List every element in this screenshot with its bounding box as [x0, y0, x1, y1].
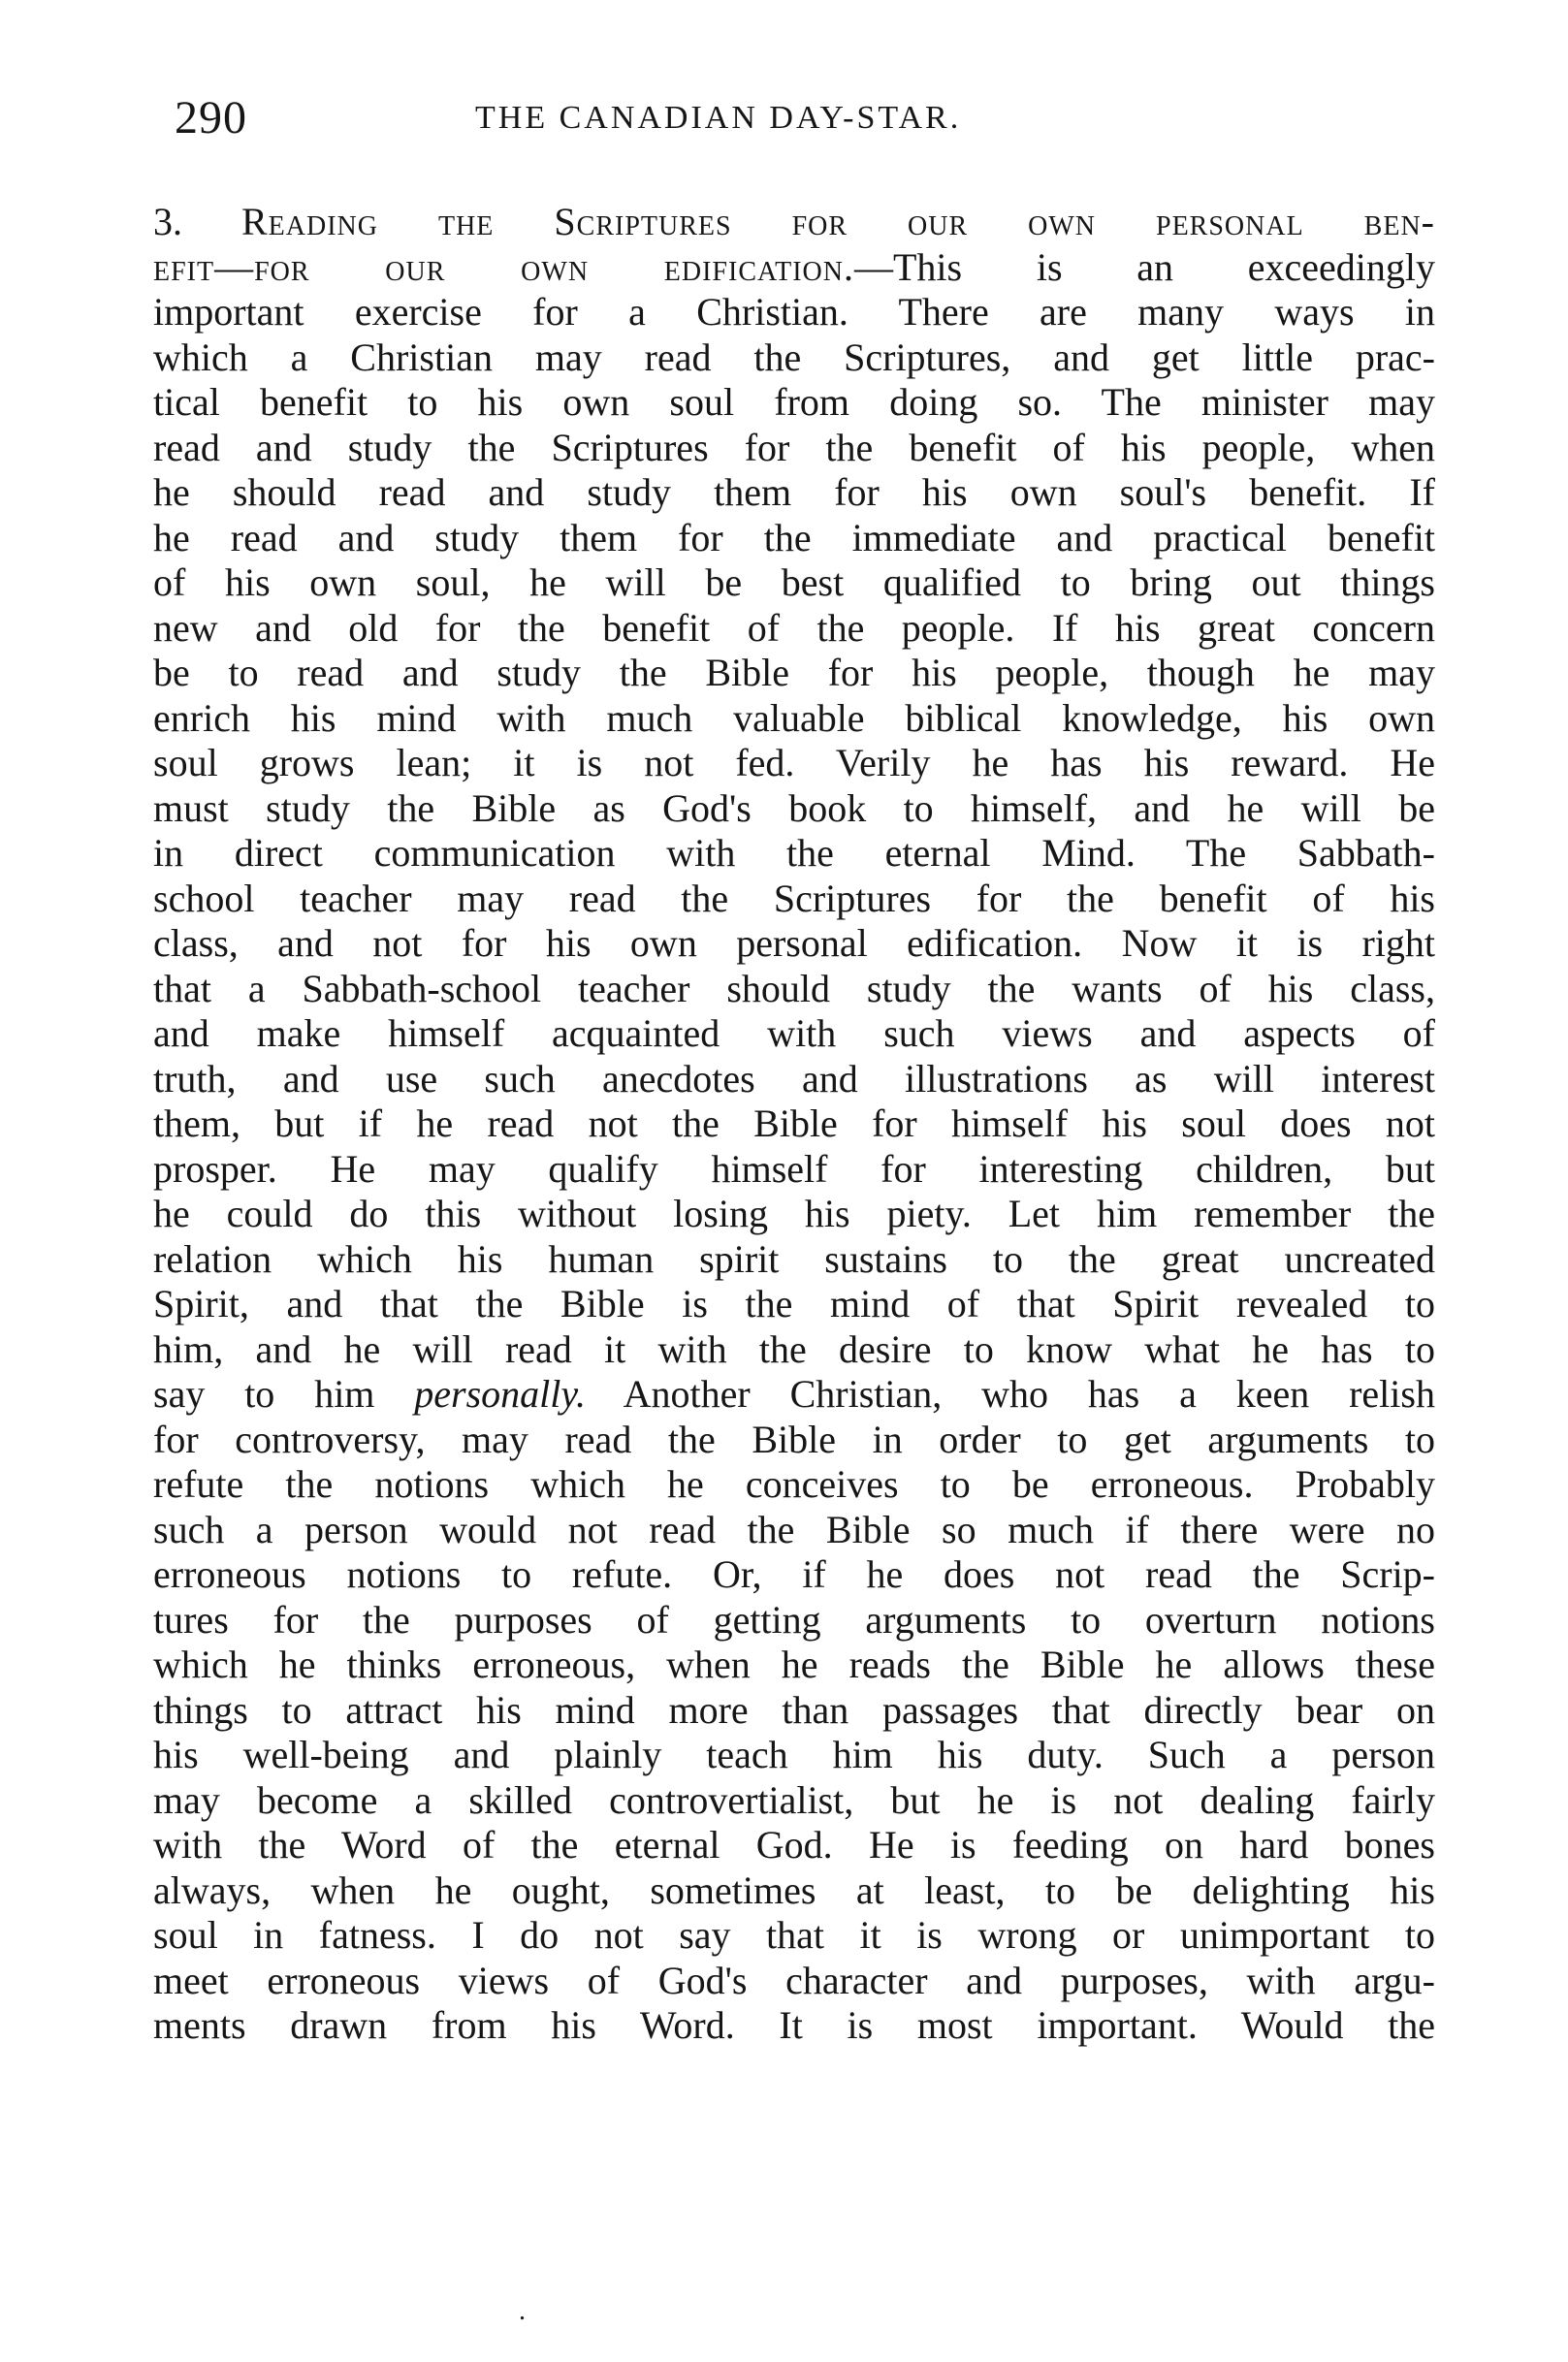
text-line: in direct communication with the eternal Mind. The Sabbath- — [153, 831, 1435, 875]
text-line: tures for the purposes of getting arguments to overturn notions — [153, 1597, 1435, 1642]
section-heading-part-2: efit—for our own edification. — [153, 244, 854, 289]
text-line: refute the notions which he conceives to be erroneous. Probably — [153, 1462, 1435, 1506]
section-heading-part-1: Reading the Scriptures for our own personal ben- — [241, 200, 1435, 243]
text-line: which a Christian may read the Scriptures, and get little prac- — [153, 335, 1435, 379]
text-line: things to attract his mind more than passages that directly bear on — [153, 1687, 1435, 1732]
text-line: school teacher may read the Scriptures for the benefit of his — [153, 876, 1435, 920]
section-line-2-rest: —This is an exceedingly — [853, 244, 1435, 289]
section-heading-line-2 — [153, 245, 1435, 291]
text-line: soul grows lean; it is not fed. Verily he has his reward. He — [153, 741, 1435, 784]
text-line: with the Word of the eternal God. He is feeding on hard bones — [153, 1823, 1435, 1867]
running-title: THE CANADIAN DAY-STAR. — [475, 100, 962, 136]
text-line: Spirit, and that the Bible is the mind of that Spirit revealed to — [153, 1282, 1435, 1325]
text-line: may become a skilled controvertialist, but he is not dealing fairly — [153, 1777, 1435, 1822]
text-line: truth, and use such anecdotes and illustrations as will interest — [153, 1056, 1435, 1101]
section-number: 3. — [153, 200, 182, 243]
text-line: must study the Bible as God's book to himself, and he will be — [153, 785, 1435, 830]
text-line: read and study the Scriptures for the benefit of his people, when — [153, 425, 1435, 469]
text-line: erroneous notions to refute. Or, if he does not read the Scrip- — [153, 1552, 1435, 1596]
text-line: his well-being and plainly teach him his duty. Such a person — [153, 1733, 1435, 1776]
text-line: which he thinks erroneous, when he reads the Bible he allows these — [153, 1643, 1435, 1686]
text-line: for controversy, may read the Bible in order to get arguments to — [153, 1417, 1435, 1461]
text-line: such a person would not read the Bible so much if there were no — [153, 1507, 1435, 1551]
footer-mark: . — [519, 2296, 526, 2326]
text-line: them, but if he read not the Bible for himself his soul does not — [153, 1101, 1435, 1145]
text-line: soul in fatness. I do not say that it is wrong or unimportant to — [153, 1913, 1435, 1957]
text-line: important exercise for a Christian. There are many ways in — [153, 290, 1435, 334]
text-line: that a Sabbath-school teacher should study the wants of his class, — [153, 966, 1435, 1010]
text-line: and make himself acquainted with such views and aspects of — [153, 1011, 1435, 1055]
text-line: he could do this without losing his piety. Let him remember the — [153, 1192, 1435, 1235]
text-line: class, and not for his own personal edification. Now it is right — [153, 921, 1435, 965]
text-line: prosper. He may qualify himself for interesting children, but — [153, 1146, 1435, 1191]
text-line: enrich his mind with much valuable biblical knowledge, his own — [153, 695, 1435, 740]
text-line: always, when he ought, sometimes at least, to be delighting his — [153, 1867, 1435, 1912]
text-line: new and old for the benefit of the people. If his great concern — [153, 605, 1435, 650]
text-line-personally — [153, 1372, 1435, 1418]
text-segment: say to him — [153, 1372, 415, 1416]
text-line: ments drawn from his Word. It is most important. Would the — [153, 2003, 1435, 2047]
page-number: 290 — [175, 92, 247, 144]
body-text — [153, 200, 1435, 2049]
text-line: meet erroneous views of God's character and purposes, with argu- — [153, 1958, 1435, 2002]
text-line: him, and he will read it with the desire to know what he has to — [153, 1326, 1435, 1371]
italic-emphasis: personally. — [414, 1372, 586, 1416]
text-line: relation which his human spirit sustains to the great uncreated — [153, 1236, 1435, 1281]
text-line: be to read and study the Bible for his people, though he may — [153, 651, 1435, 694]
text-segment: Another Christian, who has a keen relish — [585, 1372, 1435, 1416]
text-line: he read and study them for the immediate and practical benefit — [153, 515, 1435, 559]
text-line: of his own soul, he will be best qualified to bring out things — [153, 560, 1435, 604]
text-line: he should read and study them for his own soul's benefit. If — [153, 470, 1435, 514]
section-heading-line-1 — [153, 200, 1435, 245]
running-head — [175, 89, 1435, 147]
text-line: tical benefit to his own soul from doing so. The minister may — [153, 380, 1435, 424]
